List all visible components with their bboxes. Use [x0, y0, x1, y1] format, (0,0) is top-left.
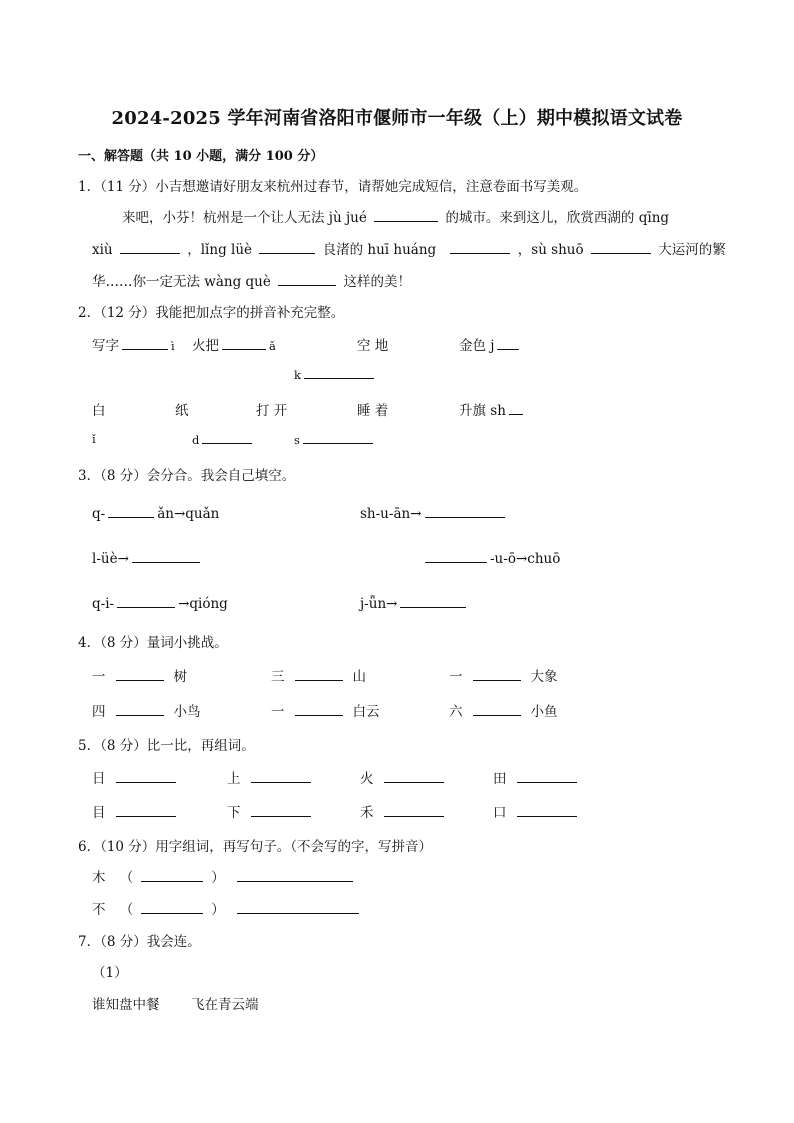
answer-blank[interactable]	[116, 804, 176, 817]
answer-blank[interactable]	[295, 668, 343, 681]
q5-char: 田	[493, 771, 507, 787]
answer-blank[interactable]	[295, 703, 343, 716]
q4-item	[271, 700, 380, 720]
q5-item	[227, 767, 314, 787]
q5-item	[360, 801, 447, 821]
q3-text: j-ǖn→	[360, 596, 398, 612]
answer-blank[interactable]	[116, 668, 164, 681]
q2-word: 空 地	[357, 338, 389, 354]
answer-blank[interactable]	[509, 402, 523, 415]
q5-item	[493, 801, 580, 821]
q4-noun: 树	[173, 669, 187, 685]
q6-char: 木	[92, 870, 106, 886]
q1-text: 大运河的繁	[658, 242, 726, 258]
left-paren: （	[119, 870, 134, 886]
question-3-heading: 3．（8 分）会分合。我会自己填空。	[78, 468, 296, 484]
q4-number: 三	[271, 669, 285, 685]
q4-number: 一	[92, 669, 106, 685]
question-1-line-2	[92, 238, 726, 258]
q5-item	[360, 767, 447, 787]
q2-pinyin: d	[192, 433, 200, 447]
q5-char: 下	[227, 805, 241, 821]
q4-noun: 大象	[530, 669, 558, 685]
q1-text: 来吧，小芬！杭州是一个让人无法 jù jué	[122, 210, 367, 226]
left-paren: （	[119, 902, 134, 918]
answer-blank[interactable]	[450, 241, 510, 254]
q3-item	[360, 595, 469, 612]
q6-item	[92, 898, 362, 918]
q2-word: 火把	[192, 338, 219, 354]
q2-item	[459, 399, 526, 419]
q4-number: 四	[92, 704, 106, 720]
answer-blank[interactable]	[425, 505, 505, 518]
q2-word: 金色 j	[459, 338, 495, 354]
q4-item	[92, 700, 201, 720]
answer-blank[interactable]	[374, 209, 438, 222]
answer-blank[interactable]	[384, 770, 444, 783]
q5-item	[227, 801, 314, 821]
q1-text: xiù	[92, 242, 113, 258]
q2-item	[294, 431, 376, 448]
answer-blank[interactable]	[108, 505, 154, 518]
q2-word: 纸	[175, 403, 189, 419]
answer-blank[interactable]	[259, 241, 315, 254]
q7-right-phrase: 飞在青云端	[191, 997, 259, 1013]
answer-blank[interactable]	[473, 703, 521, 716]
sentence-blank[interactable]	[237, 901, 359, 914]
question-7-heading: 7．（8 分）我会连。	[78, 934, 201, 950]
q3-item	[92, 505, 219, 522]
q1-text: 这样的美！	[343, 274, 411, 290]
q3-text: -u-ō→chuō	[490, 551, 561, 567]
q2-word: 白	[92, 403, 106, 419]
q5-item	[92, 767, 179, 787]
q3-text: q-	[92, 506, 106, 522]
q5-item	[92, 801, 179, 821]
answer-blank[interactable]	[473, 668, 521, 681]
q4-noun: 小鸟	[173, 704, 201, 720]
question-4-heading: 4．（8 分）量词小挑战。	[78, 635, 228, 651]
answer-blank[interactable]	[384, 804, 444, 817]
q3-item	[92, 550, 203, 567]
q7-subheading: （1）	[92, 965, 128, 981]
q3-text: →qióng	[178, 596, 228, 612]
answer-blank[interactable]	[517, 770, 577, 783]
right-paren: ）	[211, 902, 225, 918]
q2-item	[92, 334, 175, 354]
q1-text: 良渚的 huī huáng	[322, 242, 437, 258]
q2-item	[192, 431, 255, 448]
answer-blank[interactable]	[251, 804, 311, 817]
answer-blank[interactable]	[141, 901, 203, 914]
question-1-line-1	[122, 206, 669, 226]
q4-number: 六	[449, 704, 463, 720]
question-2-heading: 2．（12 分）我能把加点字的拼音补充完整。	[78, 305, 345, 321]
q6-item	[92, 866, 356, 886]
answer-blank[interactable]	[122, 337, 168, 350]
q4-item	[92, 665, 187, 685]
answer-blank[interactable]	[251, 770, 311, 783]
q2-pinyin: k	[294, 368, 301, 382]
q4-number: 一	[271, 704, 285, 720]
q4-item	[271, 665, 366, 685]
q1-text: 华……你一定无法 wàng què	[92, 274, 271, 290]
answer-blank[interactable]	[304, 366, 374, 379]
question-1-line-3	[92, 270, 411, 290]
q4-noun: 白云	[352, 704, 380, 720]
answer-blank[interactable]	[425, 550, 487, 563]
answer-blank[interactable]	[278, 273, 336, 286]
q5-char: 日	[92, 771, 106, 787]
answer-blank[interactable]	[497, 337, 519, 350]
answer-blank[interactable]	[222, 337, 266, 350]
q2-pinyin-text: ǐ	[92, 432, 96, 446]
q2-word: 打 开	[256, 403, 288, 419]
q3-item	[92, 595, 228, 612]
q5-char: 禾	[360, 805, 374, 821]
q3-text: q-i-	[92, 596, 115, 612]
answer-blank[interactable]	[400, 595, 466, 608]
q3-text: ǎn→quǎn	[157, 506, 220, 522]
question-5-heading: 5．（8 分）比一比，再组词。	[78, 738, 255, 754]
q2-word: 升旗 sh	[459, 403, 506, 419]
q2-pinyin: ì	[171, 339, 175, 353]
q1-text: ，lǐng lüè	[187, 242, 252, 258]
q2-word: 睡 着	[357, 403, 389, 419]
q5-char: 口	[493, 805, 507, 821]
q2-item	[459, 334, 522, 354]
q5-char: 目	[92, 805, 106, 821]
answer-blank[interactable]	[202, 431, 252, 444]
q6-char: 不	[92, 902, 106, 918]
q4-noun: 小鱼	[530, 704, 558, 720]
q2-item	[192, 334, 276, 354]
q3-text: sh-u-ān→	[360, 506, 422, 522]
q2-item	[294, 366, 377, 383]
answer-blank[interactable]	[116, 703, 164, 716]
q4-number: 一	[449, 669, 463, 685]
q5-char: 上	[227, 771, 241, 787]
right-paren: ）	[211, 870, 225, 886]
q2-word: 写字	[92, 338, 119, 354]
q4-noun: 山	[352, 669, 366, 685]
answer-blank[interactable]	[303, 431, 373, 444]
q1-text: 的城市。来到这儿，欣赏西湖的 qīng	[445, 210, 670, 226]
q2-pinyin: s	[294, 433, 300, 447]
sentence-blank[interactable]	[237, 869, 353, 882]
q5-char: 火	[360, 771, 374, 787]
answer-blank[interactable]	[116, 770, 176, 783]
q4-item	[449, 665, 558, 685]
answer-blank[interactable]	[141, 869, 203, 882]
q4-item	[449, 700, 558, 720]
answer-blank[interactable]	[132, 550, 200, 563]
answer-blank[interactable]	[117, 595, 175, 608]
q3-item	[422, 550, 560, 567]
page-title: 2024-2025 学年河南省洛阳市偃师市一年级（上）期中模拟语文试卷	[111, 108, 683, 129]
q3-item	[360, 505, 508, 522]
q7-left-phrase: 谁知盘中餐	[92, 997, 160, 1013]
answer-blank[interactable]	[120, 241, 180, 254]
q1-text: ，sù shuō	[517, 242, 584, 258]
q2-pinyin	[92, 431, 96, 447]
answer-blank[interactable]	[517, 804, 577, 817]
q5-item	[493, 767, 580, 787]
q2-pinyin: ǎ	[269, 339, 276, 353]
question-1-heading: 1．（11 分）小吉想邀请好朋友来杭州过春节，请帮她完成短信，注意卷面书写美观。	[78, 179, 588, 195]
question-6-heading: 6．（10 分）用字组词，再写句子。（不会写的字，写拼音）	[78, 839, 433, 855]
section-heading: 一、解答题（共 10 小题，满分 100 分）	[78, 149, 324, 164]
q3-text: l-üè→	[92, 551, 129, 567]
answer-blank[interactable]	[591, 241, 651, 254]
